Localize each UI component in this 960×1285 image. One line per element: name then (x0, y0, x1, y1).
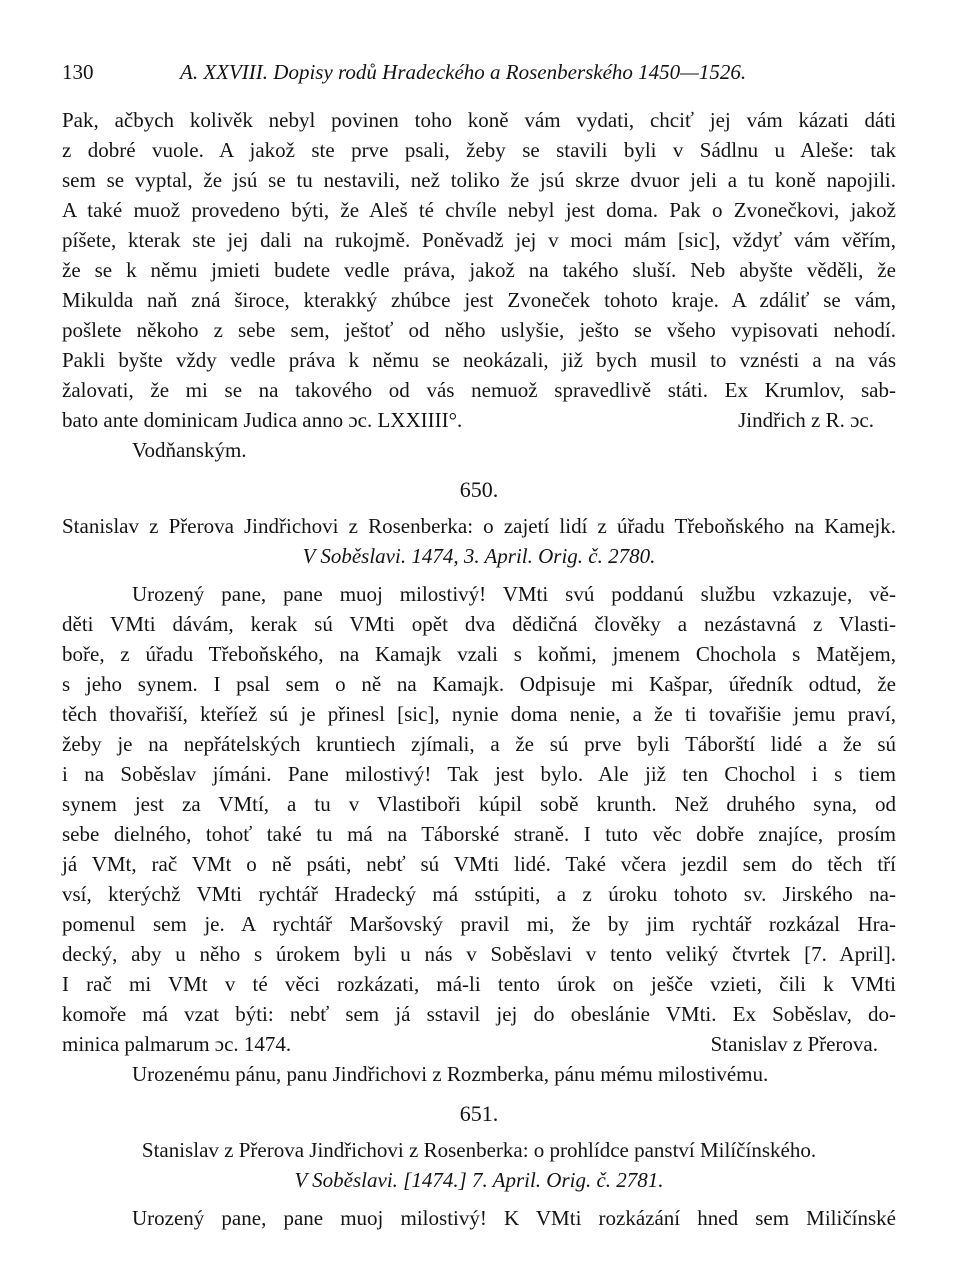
address-line: Urozenému pánu, panu Jindřichovi z Rozmberka, pánu mému milostivému. (132, 1062, 769, 1086)
letter-number: 650. (459, 477, 499, 502)
text-line: pomenul sem je. A rychtář Maršovský pravil mi, že by jim rychtář rozkázal Hra- (62, 912, 896, 936)
text-line: A také muož provedeno býti, že Aleš té chvíle nebyl jest doma. Pak o Zvonečkovi, jakož (62, 198, 896, 222)
text-line: píšete, kterak ste jej dali na rukojmě. Poněvadž jej v moci mám [sic], vždyť vám věřím, (62, 228, 896, 252)
text-line: Urozený pane, pane muoj milostivý! K VMti rozkázání hned sem Miličínské (132, 1206, 896, 1230)
date-clause: minica palmarum ɔc. 1474. (62, 1032, 292, 1056)
signature: Stanislav z Přerova. (710, 1032, 878, 1056)
text-line: komoře má vzat býti: nebť sem já sstavil jej do obeslánie VMti. Ex Soběslav, do- (62, 1002, 896, 1026)
text-line: těch thovařiší, kteříež sú je přinesl [sic], nynie doma nenie, a že ti tovařišie jemu praví, (62, 702, 896, 726)
text-line: žalovati, že mi se na takového od vás nemuož spravedlivě státi. Ex Krumlov, sab- (62, 378, 896, 402)
closing-line (62, 1030, 896, 1058)
letter-heading: Stanislav z Přerova Jindřichovi z Rosenberka: o zajetí lidí z úřadu Třeboňského na Kamejk. (62, 514, 896, 538)
text-line: boře, z úřadu Třeboňského, na Kamajk vzali s koňmi, jmenem Chochola s Matějem, (62, 642, 896, 666)
text-line: sebe dielného, tohoť také tu má na Táborské straně. I tuto věc dobře znajíce, prosím (62, 822, 896, 846)
running-title: A. XXVIII. Dopisy rodů Hradeckého a Rosenberského 1450—1526. (180, 60, 747, 84)
text-line: decký, aby u něho s úrokem byli u nás v Soběslavi v tento veliký čtvrtek [7. April]. (62, 942, 896, 966)
text-line: i na Soběslav jímáni. Pane milostivý! Tak jest bylo. Ale již ten Chochol i s tiem (62, 762, 896, 786)
text-line: Pakli byšte vždy vedle práva k němu se neokázali, již bych musil to vznésti a na vás (62, 348, 896, 372)
text-line: pošlete někoho z sebe sem, ještoť od něho uslyšie, ješto se všeho vypisovati nehodí. (62, 318, 896, 342)
text-line: synem jest za VMtí, a tu v Vlastiboři kúpil sobě krunth. Než druhého syna, od (62, 792, 896, 816)
text-line: vsí, kterýchž VMti rychtář Hradecký má sstúpiti, a z úroku tohoto sv. Jirského na- (62, 882, 896, 906)
text-line: z dobré vuole. A jakož ste prve psali, žeby se stavili byli v Sádlnu u Aleše: tak (62, 138, 896, 162)
text-line: Mikulda naň zná široce, kterakký zhúbce jest Zvoneček tohoto kraje. A zdáliť se vám, (62, 288, 896, 312)
closing-line (62, 406, 896, 434)
letter-heading: Stanislav z Přerova Jindřichovi z Rosenberka: o prohlídce panství Milíčínského. (141, 1138, 817, 1162)
text-line: já VMt, rač VMt o ně psáti, nebť sú VMti lidé. Také včera jezdil sem do těch tří (62, 852, 896, 876)
letter-dateline: V Soběslavi. [1474.] 7. April. Orig. č. 2781. (294, 1168, 664, 1192)
letter-number: 651. (459, 1101, 499, 1126)
text-line: Pak, ačbych kolivěk nebyl povinen toho koně vám vydati, chciť jej vám kázati dáti (62, 108, 896, 132)
text-line: děti VMti dávám, kerak sú VMti opět dva dědičná člověky a nezástavná z Vlasti- (62, 612, 896, 636)
address-line: Vodňanským. (132, 438, 247, 462)
text-line: žeby je na nepřátelských kruntiech zjímali, a že sú prve byli Táborští lidé a že sú (62, 732, 896, 756)
letter-dateline: V Soběslavi. 1474, 3. April. Orig. č. 2780. (302, 544, 656, 568)
signature: Jindřich z R. ɔc. (738, 408, 874, 432)
text-line: že se k němu jmieti budete vedle práva, jakož na takého sluší. Neb abyšte věděli, že (62, 258, 896, 282)
page-number: 130 (62, 60, 94, 84)
date-clause: bato ante dominicam Judica anno ɔc. LXXIIII°. (62, 408, 463, 432)
text-line: Urozený pane, pane muoj milostivý! VMti svú poddanú službu vzkazuje, vě- (132, 582, 896, 606)
text-line: s jeho synem. I psal sem o ně na Kamajk. Odpisuje mi Kašpar, úředník odtud, že (62, 672, 896, 696)
text-line: sem se vyptal, že jsú se tu nestavili, než toliko že jsú skrze dvuor jeli a tu koně napojili. (62, 168, 896, 192)
text-line: I rač mi VMt v té věci rozkázati, má-li tento úrok on ješče vzieti, čili k VMti (62, 972, 896, 996)
